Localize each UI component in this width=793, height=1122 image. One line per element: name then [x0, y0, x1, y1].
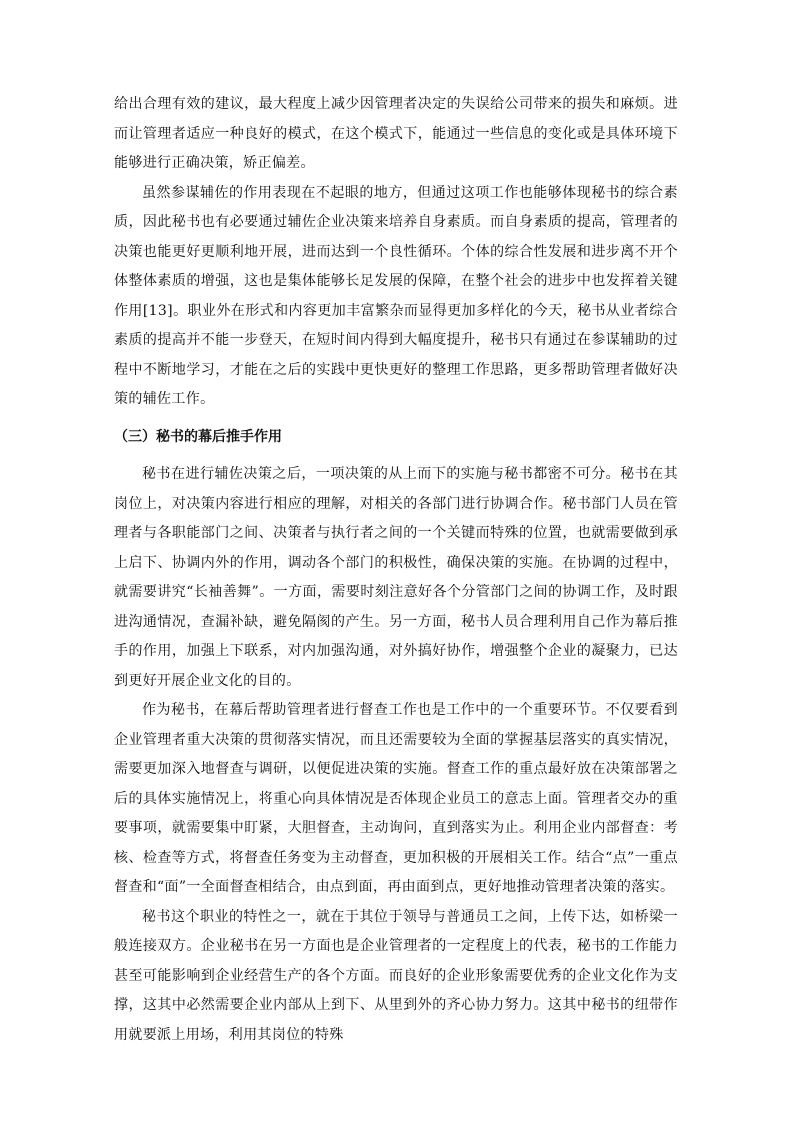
paragraph-bridge-role: 秘书这个职业的特性之一，就在于其位于领导与普通员工之间，上传下达，如桥梁一般连接双方。企业秘书在另一方面也是企业管理者的一定程度上的代表，秘书的工作能力甚至可能影响到企业经营生产的各个方面。而良好的企业形象需要优秀的企业文化作为支撑，这其中必然需要企业内部从上到下、从里到外的齐心协力努力。这其中秘书的纽带作用就要派上用场，利用其岗位的特殊: [114, 908, 678, 1043]
paragraph-continuation: 给出合理有效的建议，最大程度上减少因管理者决定的失误给公司带来的损失和麻烦。进而让管理者适应一种良好的模式，在这个模式下，能通过一些信息的变化或是具体环境下能够进行正确决策，矫正偏差。: [114, 96, 678, 171]
document-page: [114, 90, 678, 1050]
paragraph-supervision: 作为秘书，在幕后帮助管理者进行督查工作也是工作中的一个重要环节。不仅要看到企业管理者重大决策的贯彻落实情况，而且还需要较为全面的掌握基层落实的真实情况，需要更加深入地督查与调研，以便促进决策的实施。督查工作的重点最好放在决策部署之后的具体实施情况上，将重心向具体情况是否体现企业员工的意志上面。管理者交办的重要事项，就需要集中盯紧，大胆督查，主动询问，直到落实为止。利用企业内部督查：考核、检查等方式，将督查任务变为主动督查，更加积极的开展相关工作。结合“点”一重点督查和“面”一全面督查相结合，由点到面，再由面到点，更好地推动管理者决策的落实。: [114, 702, 678, 895]
section-heading: （三）秘书的幕后推手作用: [114, 428, 282, 445]
paragraph-coordination: 秘书在进行辅佐决策之后，一项决策的从上而下的实施与秘书都密不可分。秘书在其岗位上，对决策内容进行相应的理解，对相关的各部门进行协调合作。秘书部门人员在管理者与各职能部门之间、决策者与执行者之间的一个关键而特殊的位置，也就需要做到承上启下、协调内外的作用，调动各个部门的积极性，确保决策的实施。在协调的过程中，就需要讲究“长袖善舞”。一方面，需要时刻注意好各个分管部门之间的协调工作，及时跟进沟通情况，查漏补缺，避免隔阂的产生。另一方面，秘书人员合理利用自己作为幕后推手的作用，加强上下联系，对内加强沟通，对外搞好协作，增强整个企业的凝聚力，已达到更好开展企业文化的目的。: [114, 466, 678, 689]
paragraph-staff-assistance: 虽然参谋辅佐的作用表现在不起眼的地方，但通过这项工作也能够体现秘书的综合素质，因此秘书也有必要通过辅佐企业决策来培养自身素质。而自身素质的提高，管理者的决策也能更好更顺利地开展，进而达到一个良性循环。个体的综合性发展和进步离不开个体整体素质的增强，这也是集体能够长足发展的保障，在整个社会的进步中也发挥着关键作用[13]。职业外在形式和内容更加丰富繁杂而显得更加多样化的今天，秘书从业者综合素质的提高并不能一步登天，在短时间内得到大幅度提升，秘书只有通过在参谋辅助的过程中不断地学习，才能在之后的实践中更快更好的整理工作思路，更多帮助管理者做好决策的辅佐工作。: [114, 184, 678, 407]
